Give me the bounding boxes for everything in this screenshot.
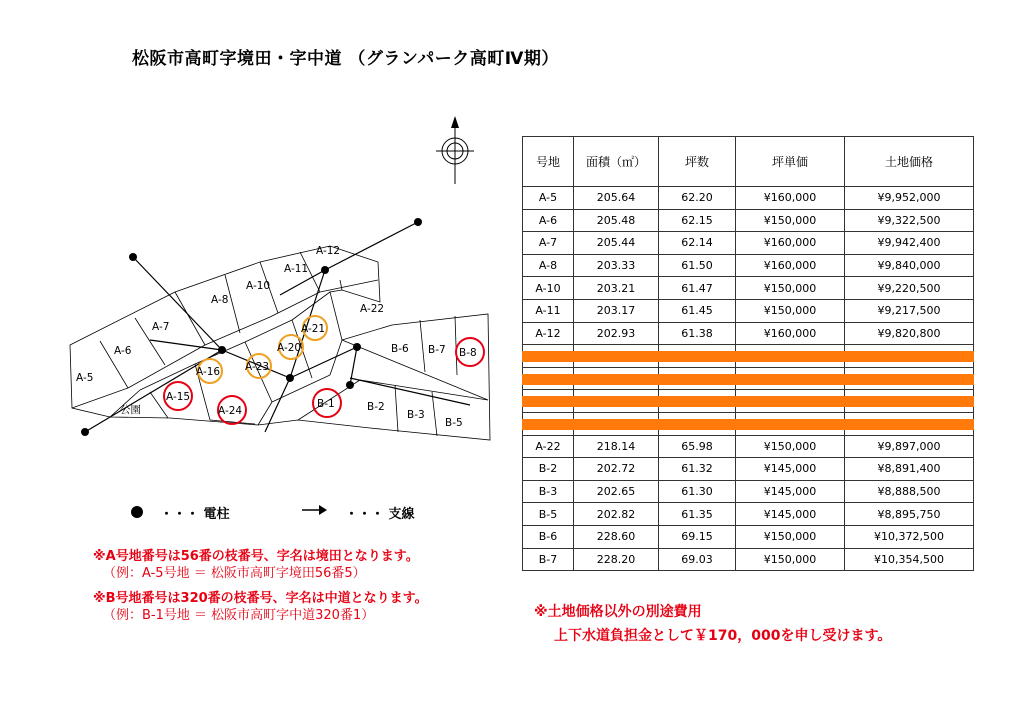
table-cell: ¥150,000 bbox=[736, 548, 845, 571]
sold-row-highlight bbox=[523, 367, 974, 390]
table-cell: A-5 bbox=[523, 187, 574, 210]
lot-number-notes bbox=[93, 548, 428, 632]
sold-cell bbox=[574, 367, 659, 390]
sold-lot-marker bbox=[164, 382, 192, 410]
sold-cell bbox=[523, 367, 574, 390]
table-cell: 61.32 bbox=[659, 458, 736, 481]
table-row bbox=[523, 525, 974, 548]
sold-lot-marker bbox=[313, 389, 341, 417]
svg-text:A-24: A-24 bbox=[218, 405, 243, 417]
extra-fee-body: 上下水道負担金として￥170，000を申し受けます。 bbox=[554, 628, 892, 644]
lot-label: A-12 bbox=[316, 245, 341, 257]
lot-label: A-11 bbox=[284, 263, 309, 275]
table-cell: A-7 bbox=[523, 232, 574, 255]
table-cell: A-8 bbox=[523, 254, 574, 277]
table-cell: 228.20 bbox=[574, 548, 659, 571]
table-cell: 205.48 bbox=[574, 209, 659, 232]
table-cell: 61.45 bbox=[659, 299, 736, 322]
table-cell: ¥150,000 bbox=[736, 299, 845, 322]
table-cell: ¥8,888,500 bbox=[845, 480, 974, 503]
table-cell: ¥150,000 bbox=[736, 525, 845, 548]
header-area: 面積（㎡） bbox=[574, 137, 659, 187]
lot-label: B-6 bbox=[391, 343, 409, 355]
table-row bbox=[523, 458, 974, 481]
table-cell: ¥9,942,400 bbox=[845, 232, 974, 255]
table-cell: ¥10,354,500 bbox=[845, 548, 974, 571]
sold-cell bbox=[659, 390, 736, 413]
sold-cell bbox=[659, 367, 736, 390]
table-cell: 61.30 bbox=[659, 480, 736, 503]
table-cell: ¥145,000 bbox=[736, 503, 845, 526]
page-title: 松阪市高町字境田・字中道 （グランパーク高町Ⅳ期） bbox=[132, 49, 559, 69]
table-cell: ¥160,000 bbox=[736, 254, 845, 277]
table-cell: 218.14 bbox=[574, 435, 659, 458]
sold-cell bbox=[736, 345, 845, 368]
lot-label: B-2 bbox=[367, 401, 385, 413]
sold-cell bbox=[736, 412, 845, 435]
table-cell: B-3 bbox=[523, 480, 574, 503]
table-cell: 202.65 bbox=[574, 480, 659, 503]
sold-cell bbox=[736, 367, 845, 390]
svg-text:B-8: B-8 bbox=[459, 347, 477, 359]
table-cell: A-22 bbox=[523, 435, 574, 458]
table-cell: ¥9,840,000 bbox=[845, 254, 974, 277]
lot-label: A-10 bbox=[246, 280, 271, 292]
svg-text:A-15: A-15 bbox=[166, 391, 191, 403]
svg-text:A-20: A-20 bbox=[277, 342, 302, 354]
table-cell: ¥9,217,500 bbox=[845, 299, 974, 322]
table-cell: 61.47 bbox=[659, 277, 736, 300]
park-label: 公園 bbox=[120, 404, 141, 416]
sold-row-highlight bbox=[523, 345, 974, 368]
lot-label: B-3 bbox=[407, 409, 425, 421]
table-cell: B-2 bbox=[523, 458, 574, 481]
extra-fee-notes bbox=[534, 600, 891, 648]
table-cell: B-5 bbox=[523, 503, 574, 526]
pole-legend-icon bbox=[131, 506, 143, 518]
table-cell: 202.72 bbox=[574, 458, 659, 481]
table-cell: 61.35 bbox=[659, 503, 736, 526]
table-cell: A-10 bbox=[523, 277, 574, 300]
table-cell: 203.33 bbox=[574, 254, 659, 277]
sold-cell bbox=[523, 390, 574, 413]
table-row bbox=[523, 187, 974, 210]
header-lot: 号地 bbox=[523, 137, 574, 187]
svg-text:A-23: A-23 bbox=[245, 361, 270, 373]
extra-fee-title: ※土地価格以外の別途費用 bbox=[534, 604, 702, 620]
table-cell: A-12 bbox=[523, 322, 574, 345]
lot-label: B-7 bbox=[428, 344, 446, 356]
table-cell: 202.93 bbox=[574, 322, 659, 345]
lot-label: A-7 bbox=[152, 321, 170, 333]
sold-row-highlight bbox=[523, 390, 974, 413]
pending-lot-marker bbox=[277, 335, 303, 359]
svg-text:A-21: A-21 bbox=[301, 323, 326, 335]
sold-cell bbox=[574, 345, 659, 368]
note-b-example: （例：B-1号地 ＝ 松阪市高町字中道320番1） bbox=[103, 608, 375, 623]
note-a-main: ※A号地番号は56番の枝番号、字名は境田となります。 bbox=[93, 549, 419, 564]
table-row bbox=[523, 209, 974, 232]
sold-lot-marker bbox=[456, 338, 484, 366]
sold-cell bbox=[845, 390, 974, 413]
table-cell: 69.03 bbox=[659, 548, 736, 571]
sold-cell bbox=[523, 412, 574, 435]
table-cell: 203.21 bbox=[574, 277, 659, 300]
sold-lot-marker bbox=[218, 396, 246, 424]
table-cell: 61.50 bbox=[659, 254, 736, 277]
table-cell: ¥160,000 bbox=[736, 187, 845, 210]
table-cell: 65.98 bbox=[659, 435, 736, 458]
table-cell: ¥160,000 bbox=[736, 232, 845, 255]
sold-cell bbox=[523, 345, 574, 368]
table-cell: ¥9,897,000 bbox=[845, 435, 974, 458]
table-cell: 205.64 bbox=[574, 187, 659, 210]
table-cell: B-7 bbox=[523, 548, 574, 571]
svg-text:A-16: A-16 bbox=[196, 366, 221, 378]
guy-wire-legend-icon bbox=[302, 505, 327, 515]
header-unit-price: 坪単価 bbox=[736, 137, 845, 187]
table-cell: ¥10,372,500 bbox=[845, 525, 974, 548]
table-cell: ¥150,000 bbox=[736, 209, 845, 232]
sold-cell bbox=[736, 390, 845, 413]
pending-lot-marker bbox=[245, 354, 271, 378]
note-b-main: ※B号地番号は320番の枝番号、字名は中道となります。 bbox=[93, 591, 428, 606]
table-row bbox=[523, 480, 974, 503]
table-cell: ¥9,220,500 bbox=[845, 277, 974, 300]
sold-cell bbox=[845, 412, 974, 435]
table-cell: ¥9,820,800 bbox=[845, 322, 974, 345]
table-cell: ¥160,000 bbox=[736, 322, 845, 345]
pending-lot-marker bbox=[301, 316, 327, 340]
table-row bbox=[523, 548, 974, 571]
table-cell: ¥145,000 bbox=[736, 480, 845, 503]
lot-label: A-22 bbox=[360, 303, 385, 315]
sold-cell bbox=[574, 412, 659, 435]
table-cell: 228.60 bbox=[574, 525, 659, 548]
lot-label: B-5 bbox=[445, 417, 463, 429]
sold-cell bbox=[659, 412, 736, 435]
table-row bbox=[523, 503, 974, 526]
table-cell: ¥9,322,500 bbox=[845, 209, 974, 232]
table-cell: ¥150,000 bbox=[736, 435, 845, 458]
svg-text:B-1: B-1 bbox=[317, 398, 335, 410]
table-cell: 203.17 bbox=[574, 299, 659, 322]
table-cell: 62.14 bbox=[659, 232, 736, 255]
lot-label: A-6 bbox=[114, 345, 132, 357]
table-cell: 202.82 bbox=[574, 503, 659, 526]
compass-icon bbox=[436, 116, 474, 184]
table-cell: B-6 bbox=[523, 525, 574, 548]
table-row bbox=[523, 254, 974, 277]
table-cell: ¥150,000 bbox=[736, 277, 845, 300]
note-a-example: （例：A-5号地 ＝ 松阪市高町字境田56番5） bbox=[103, 566, 366, 581]
table-cell: 61.38 bbox=[659, 322, 736, 345]
table-cell: 205.44 bbox=[574, 232, 659, 255]
table-cell: 62.20 bbox=[659, 187, 736, 210]
table-cell: ¥8,891,400 bbox=[845, 458, 974, 481]
sold-cell bbox=[845, 367, 974, 390]
table-cell: 62.15 bbox=[659, 209, 736, 232]
table-row bbox=[523, 322, 974, 345]
header-land-price: 土地価格 bbox=[845, 137, 974, 187]
price-table bbox=[522, 136, 974, 571]
lot-label: A-5 bbox=[76, 372, 94, 384]
lot-label: A-8 bbox=[211, 294, 229, 306]
table-row bbox=[523, 299, 974, 322]
table-row bbox=[523, 435, 974, 458]
table-row bbox=[523, 277, 974, 300]
table-row bbox=[523, 232, 974, 255]
sold-row-highlight bbox=[523, 412, 974, 435]
sold-cell bbox=[659, 345, 736, 368]
table-cell: A-6 bbox=[523, 209, 574, 232]
legend-guy-text: ・・・ 支線 bbox=[345, 507, 415, 522]
sold-cell bbox=[574, 390, 659, 413]
table-cell: ¥8,895,750 bbox=[845, 503, 974, 526]
table-cell: ¥9,952,000 bbox=[845, 187, 974, 210]
table-cell: A-11 bbox=[523, 299, 574, 322]
legend-pole-text: ・・・ 電柱 bbox=[160, 507, 230, 522]
sold-cell bbox=[845, 345, 974, 368]
table-cell: 69.15 bbox=[659, 525, 736, 548]
header-tsubo: 坪数 bbox=[659, 137, 736, 187]
table-cell: ¥145,000 bbox=[736, 458, 845, 481]
